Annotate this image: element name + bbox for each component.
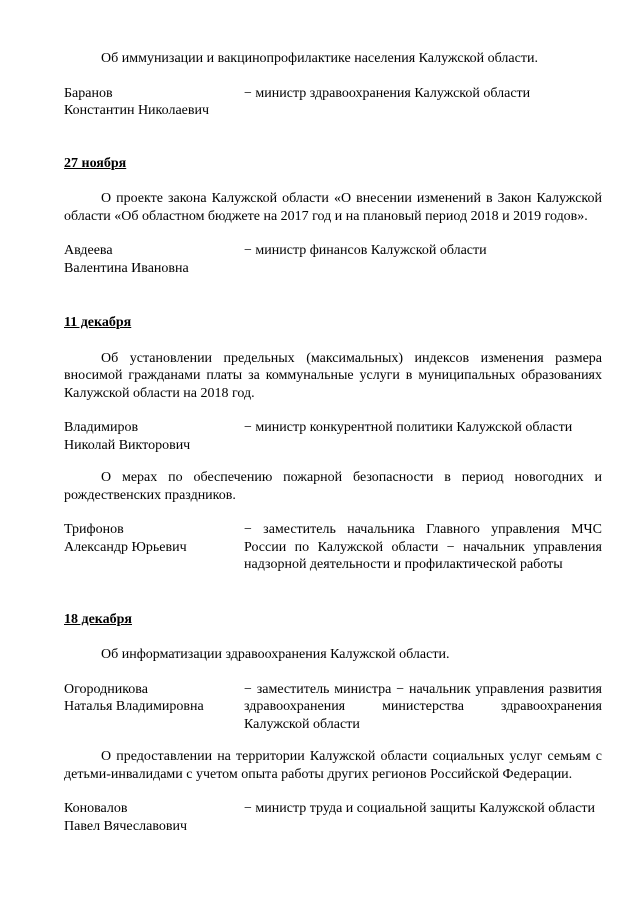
speaker-name xyxy=(64,419,244,454)
speaker-given-name: Константин Николаевич xyxy=(64,103,210,118)
agenda-topic: О проекте закона Калужской области «О внесении изменений в Закон Калужской области «Об областном бюджете на 2017 год и на плановый период 2018 и 2019 годов». xyxy=(64,191,602,224)
speaker-given-name: Наталья Владимировна xyxy=(64,699,204,714)
agenda-topic: Об установлении предельных (максимальных) индексов изменения размера вносимой гражданами платы за коммунальные услуги в муниципальных образованиях Калужской области на 2018 год. xyxy=(64,350,602,401)
speaker-row xyxy=(64,800,602,835)
speaker-name xyxy=(64,85,244,120)
speaker-surname: Трифонов xyxy=(64,522,124,537)
speaker-given-name: Павел Вячеславович xyxy=(64,818,188,834)
agenda-section xyxy=(64,50,602,120)
agenda-topic: О предоставлении на территории Калужской области социальных услуг семьям с детьми-инвалидами с учетом опыта работы других регионов Российской Федерации. xyxy=(64,749,602,782)
agenda-section xyxy=(64,314,602,574)
speaker-name xyxy=(64,681,244,716)
agenda-topic: Об информатизации здравоохранения Калужской области. xyxy=(101,647,450,662)
speaker-role: − заместитель министра − начальник управления развития здравоохранения министерства здравоохранения Калужской области xyxy=(244,681,602,732)
agenda-section xyxy=(64,155,602,278)
speaker-surname: Владимиров xyxy=(64,420,139,435)
section-date: 18 декабря xyxy=(64,611,133,627)
speaker-surname: Авдеева xyxy=(64,243,113,258)
document-page xyxy=(64,50,602,835)
agenda-section xyxy=(64,611,602,836)
speaker-row xyxy=(64,419,602,454)
speaker-role: − заместитель начальника Главного управления МЧС России по Калужской области − начальник управления надзорной деятельности и профилактической работы xyxy=(244,522,602,572)
speaker-role: − министр конкурентной политики Калужской области xyxy=(244,420,573,435)
speaker-name xyxy=(64,800,244,835)
speaker-given-name: Александр Юрьевич xyxy=(64,539,187,555)
speaker-row xyxy=(64,85,602,120)
speaker-role: − министр труда и социальной защиты Калужской области xyxy=(244,801,596,816)
speaker-name xyxy=(64,521,244,556)
speaker-surname: Коновалов xyxy=(64,801,128,816)
speaker-surname: Огородникова xyxy=(64,681,148,697)
speaker-name xyxy=(64,242,244,277)
speaker-row xyxy=(64,521,602,574)
section-date: 27 ноября xyxy=(64,155,127,171)
agenda-topic: Об иммунизации и вакцинопрофилактике населения Калужской области. xyxy=(101,51,538,66)
speaker-given-name: Валентина Ивановна xyxy=(64,260,189,276)
speaker-given-name: Николай Викторович xyxy=(64,437,191,453)
speaker-role: − министр здравоохранения Калужской области xyxy=(244,85,531,101)
section-date: 11 декабря xyxy=(64,315,132,330)
speaker-surname: Баранов xyxy=(64,85,113,101)
speaker-role: − министр финансов Калужской области xyxy=(244,243,487,258)
agenda-topic: О мерах по обеспечению пожарной безопасности в период новогодних и рождественских праздников. xyxy=(64,470,602,503)
speaker-row xyxy=(64,681,602,734)
speaker-row xyxy=(64,242,602,277)
